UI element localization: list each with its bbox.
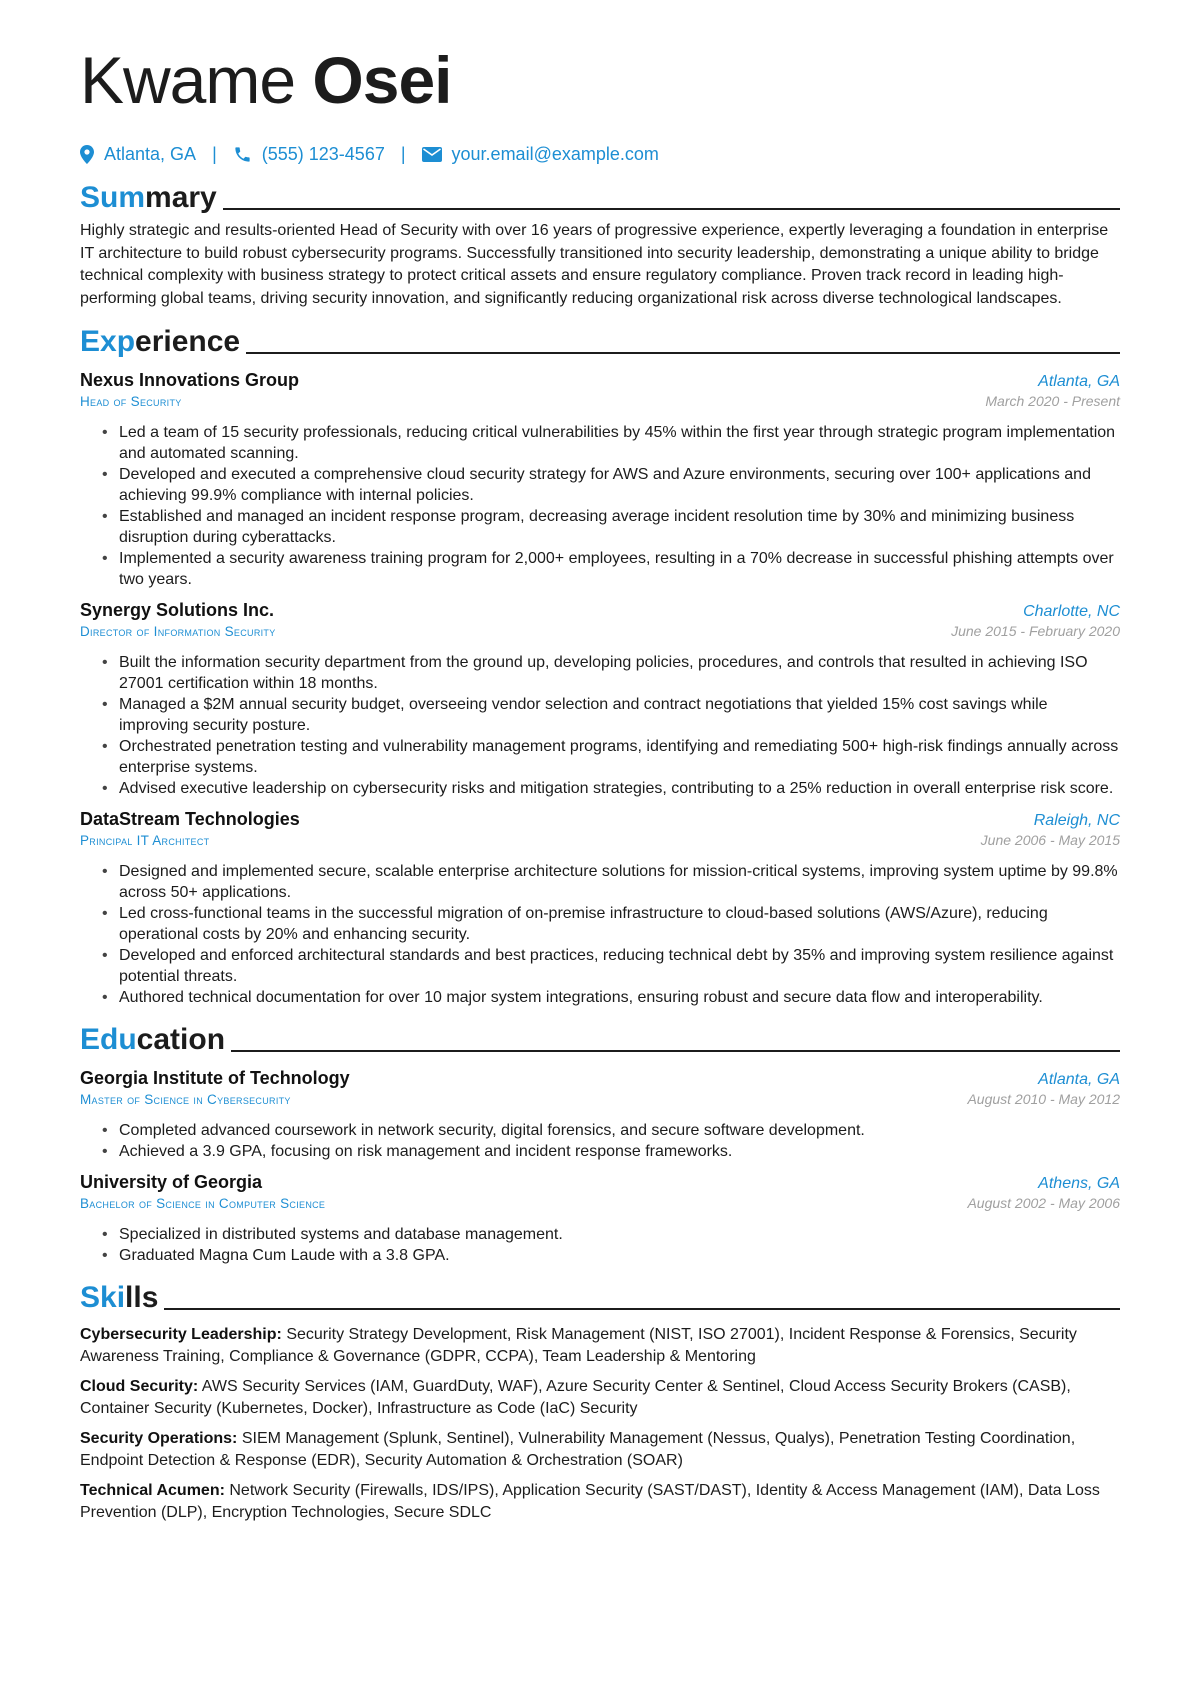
skill-group-label: Cloud Security: [80, 1378, 199, 1395]
section-title-rest: mary [145, 181, 217, 214]
skill-group [80, 1428, 1120, 1472]
phone-icon [233, 145, 252, 164]
achievement-item: • Specialized in distributed systems and database management. [102, 1224, 1120, 1245]
entry-dates: August 2002 - May 2006 [967, 1195, 1120, 1211]
location-text: Atlanta, GA [104, 143, 197, 164]
degree-title: Master of Science in Cybersecurity [80, 1092, 291, 1107]
section-title-accent: Sum [80, 181, 146, 214]
skill-group-text: SIEM Management (Splunk, Sentinel), Vulnerability Management (Nessus, Qualys), Penetration Testing Coordination, Endpoint Detection & Response (EDR), Security Automation & Orchestration (SOAR) [80, 1430, 1076, 1469]
section-title [80, 180, 217, 216]
achievement-item: • Authored technical documentation for over 10 major system integrations, ensuring robust and secure data flow and interoperability. [102, 987, 1120, 1008]
achievement-list [80, 652, 1120, 799]
education-list [80, 1066, 1120, 1266]
achievement-list [80, 422, 1120, 590]
section-title [80, 324, 240, 360]
entry-dates: August 2010 - May 2012 [967, 1091, 1120, 1107]
skills-list [80, 1324, 1120, 1524]
section-title-accent: Edu [80, 1023, 137, 1056]
candidate-name [80, 44, 1120, 116]
achievement-item: • Advised executive leadership on cybersecurity risks and mitigation strategies, contributing to a 25% reduction in overall enterprise risk score. [102, 778, 1120, 799]
education-entry [80, 1170, 1120, 1266]
achievement-item: • Achieved a 3.9 GPA, focusing on risk management and incident response frameworks. [102, 1141, 1120, 1162]
skill-group [80, 1324, 1120, 1368]
contact-email[interactable] [422, 144, 659, 165]
employer-name: DataStream Technologies [80, 809, 300, 829]
achievement-item: • Led cross-functional teams in the successful migration of on-premise infrastructure to cloud-based solutions (AWS/Azure), reducing operational costs by 20% and enhancing security. [102, 903, 1120, 945]
contact-phone[interactable] [233, 144, 385, 165]
experience-heading [80, 324, 1120, 360]
section-title-rest: erience [135, 325, 241, 358]
entry-location: Raleigh, NC [1033, 812, 1120, 829]
skill-group-label: Technical Acumen: [80, 1482, 225, 1499]
skill-group-text: AWS Security Services (IAM, GuardDuty, WAF), Azure Security Center & Sentinel, Cloud Access Security Brokers (CASB), Container Security (Kubernetes, Docker), Infrastructure as Code (IaC) Security [80, 1378, 1071, 1417]
section-rule [246, 352, 1120, 354]
achievement-item: • Orchestrated penetration testing and vulnerability management programs, identifying and remediating 500+ high-risk findings annually across enterprise systems. [102, 736, 1120, 778]
school-name: Georgia Institute of Technology [80, 1068, 350, 1088]
section-rule [223, 208, 1120, 210]
entry-location: Atlanta, GA [1038, 373, 1120, 390]
experience-entry [80, 598, 1120, 799]
employer-name: Nexus Innovations Group [80, 370, 300, 390]
achievement-item: • Developed and executed a comprehensive cloud security strategy for AWS and Azure environments, securing over 100+ applications and achieving 99.9% compliance with internal policies. [102, 464, 1120, 506]
entry-location: Atlanta, GA [1038, 1071, 1120, 1088]
achievement-item: • Implemented a security awareness training program for 2,000+ employees, resulting in a 70% decrease in successful phishing attempts over two years. [102, 548, 1120, 590]
school-name: University of Georgia [80, 1172, 263, 1192]
entry-location: Charlotte, NC [1023, 603, 1120, 620]
first-name: Kwame [80, 43, 296, 117]
entry-dates: June 2015 - February 2020 [951, 623, 1120, 639]
experience-entry [80, 368, 1120, 590]
section-title-accent: Ski [80, 1281, 126, 1314]
job-title: Head of Security [80, 394, 182, 409]
achievement-list [80, 1224, 1120, 1266]
job-title: Director of Information Security [80, 624, 276, 639]
skill-group-label: Cybersecurity Leadership: [80, 1326, 282, 1343]
map-pin-icon [80, 145, 94, 164]
job-title: Principal IT Architect [80, 833, 210, 848]
last-name: Osei [312, 43, 452, 117]
summary-heading [80, 180, 1120, 216]
achievement-item: • Built the information security department from the ground up, developing policies, procedures, and controls that resulted in achieving ISO 27001 certification within 18 months. [102, 652, 1120, 694]
section-title-accent: Exp [80, 325, 136, 358]
achievement-item: • Graduated Magna Cum Laude with a 3.8 GPA. [102, 1245, 1120, 1266]
phone-text: (555) 123-4567 [261, 143, 385, 164]
entry-dates: June 2006 - May 2015 [980, 832, 1120, 848]
envelope-icon [422, 147, 442, 162]
achievement-list [80, 861, 1120, 1008]
contact-separator: | [400, 143, 406, 164]
experience-entry [80, 807, 1120, 1008]
contact-line [80, 142, 1120, 166]
section-rule [231, 1050, 1120, 1052]
entry-dates: March 2020 - Present [985, 393, 1120, 409]
contact-location [80, 144, 196, 165]
achievement-item: • Managed a $2M annual security budget, overseeing vendor selection and contract negotiations that yielded 15% cost savings while improving security posture. [102, 694, 1120, 736]
achievement-item: • Designed and implemented secure, scalable enterprise architecture solutions for mission-critical systems, improving system uptime by 99.8% across 50+ applications. [102, 861, 1120, 903]
section-title-rest: lls [125, 1281, 159, 1314]
summary-text: Highly strategic and results-oriented Head of Security with over 16 years of progressive experience, expertly leveraging a foundation in enterprise IT architecture to build robust cybersecurity programs. Successfully transitioned into security leadership, demonstrating a unique ability to bridge technical complexity with business strategy to protect critical assets and ensure regulatory compliance. Proven track record in leading high-performing global teams, driving security innovation, and significantly reducing organizational risk across diverse technological landscapes. [80, 222, 1109, 307]
achievement-item: • Completed advanced coursework in network security, digital forensics, and secure software development. [102, 1120, 1120, 1141]
section-title-rest: cation [136, 1023, 226, 1056]
section-rule [164, 1308, 1120, 1310]
skill-group-label: Security Operations: [80, 1430, 238, 1447]
email-link[interactable]: your.email@example.com [451, 143, 659, 164]
employer-name: Synergy Solutions Inc. [80, 600, 275, 620]
section-title [80, 1280, 158, 1316]
skill-group [80, 1376, 1120, 1420]
achievement-item: • Led a team of 15 security professionals, reducing critical vulnerabilities by 45% within the first year through strategic program implementation and automated scanning. [102, 422, 1120, 464]
section-title [80, 1022, 225, 1058]
degree-title: Bachelor of Science in Computer Science [80, 1196, 326, 1211]
education-entry [80, 1066, 1120, 1162]
achievement-item: • Developed and enforced architectural standards and best practices, reducing technical debt by 35% and improving system resilience against potential threats. [102, 945, 1120, 987]
achievement-list [80, 1120, 1120, 1162]
contact-separator: | [212, 143, 217, 164]
entry-location: Athens, GA [1038, 1175, 1120, 1192]
skill-group [80, 1480, 1120, 1524]
skill-group-text: Security Strategy Development, Risk Management (NIST, ISO 27001), Incident Response & Forensics, Security Awareness Training, Compliance & Governance (GDPR, CCPA), Team Leadership & Mentoring [80, 1326, 1077, 1365]
achievement-item: • Established and managed an incident response program, decreasing average incident resolution time by 30% and minimizing business disruption during cyberattacks. [102, 506, 1120, 548]
experience-list [80, 368, 1120, 1008]
skill-group-text: Network Security (Firewalls, IDS/IPS), Application Security (SAST/DAST), Identity & Access Management (IAM), Data Loss Prevention (DLP), Encryption Technologies, Secure SDLC [80, 1482, 1100, 1521]
skills-heading [80, 1280, 1120, 1316]
education-heading [80, 1022, 1120, 1058]
